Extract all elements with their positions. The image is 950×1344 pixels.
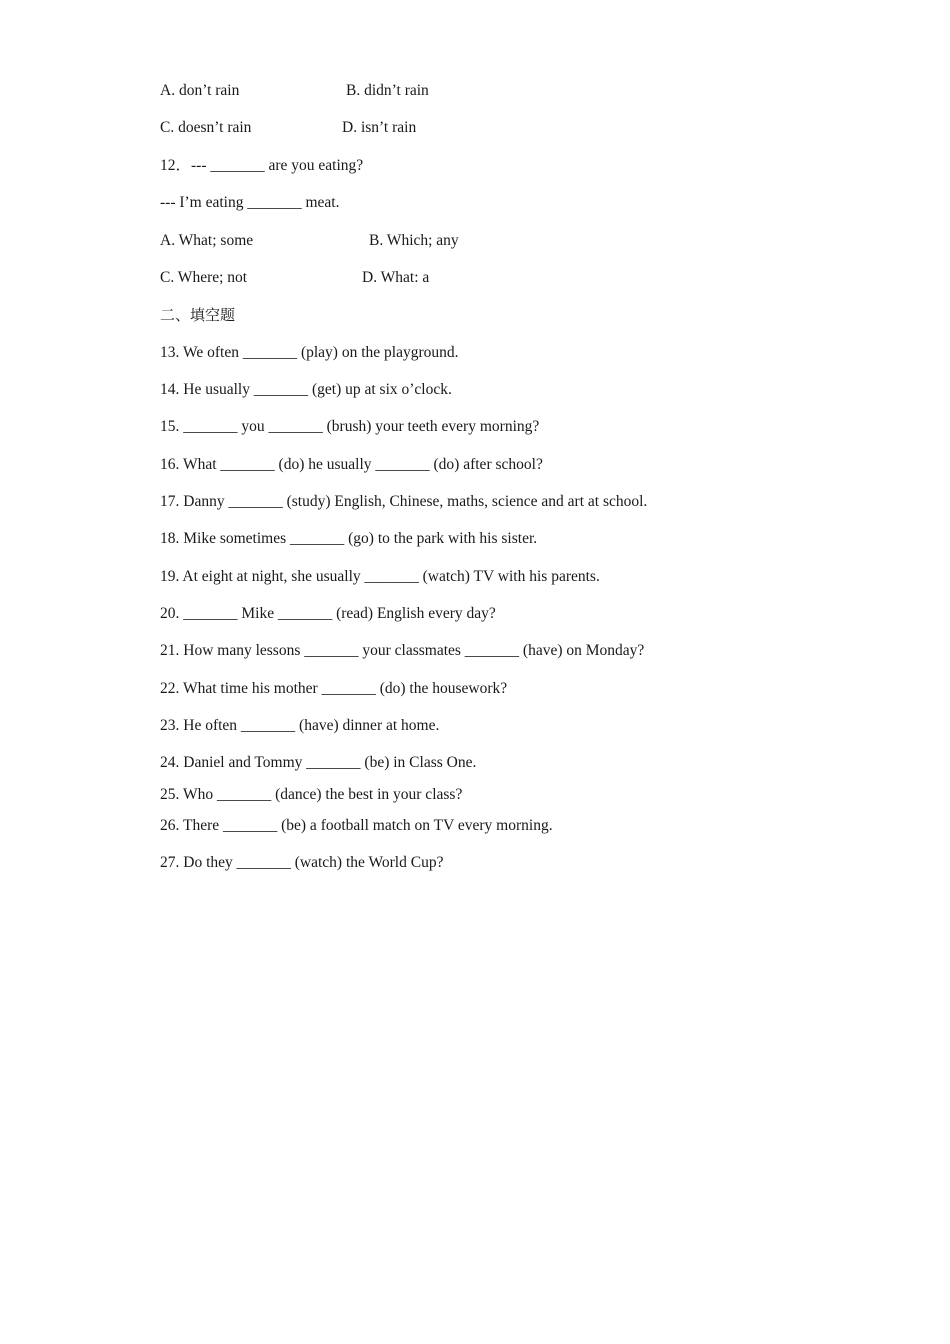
q12-options-row-2 xyxy=(160,268,560,288)
question-24: 24. Daniel and Tommy _______ (be) in Class One. xyxy=(160,754,477,771)
q12-option-d: D. What: a xyxy=(362,269,430,286)
question-18: 18. Mike sometimes _______ (go) to the park with his sister. xyxy=(160,530,538,547)
q11-option-a: A. don’t rain xyxy=(160,82,240,99)
q12-option-b: B. Which; any xyxy=(369,232,459,249)
question-25: 25. Who _______ (dance) the best in your class? xyxy=(160,786,463,803)
q12-stem: 12．--- _______ are you eating? xyxy=(160,157,364,174)
q11-options-row-2 xyxy=(160,118,560,138)
question-19: 19. At eight at night, she usually _______ (watch) TV with his parents. xyxy=(160,568,600,585)
question-22: 22. What time his mother _______ (do) the housework? xyxy=(160,680,508,697)
q11-options-row-1 xyxy=(160,81,560,101)
question-16: 16. What _______ (do) he usually _______ (do) after school? xyxy=(160,456,543,473)
q12-option-c: C. Where; not xyxy=(160,269,248,286)
q11-option-b: B. didn’t rain xyxy=(346,82,429,99)
question-26: 26. There _______ (be) a football match on TV every morning. xyxy=(160,817,553,834)
question-17: 17. Danny _______ (study) English, Chinese, maths, science and art at school. xyxy=(160,493,648,510)
q12-option-a: A. What; some xyxy=(160,232,254,249)
q11-option-d: D. isn’t rain xyxy=(342,119,417,136)
q12-options-row-1 xyxy=(160,231,560,251)
section-title: 二、填空题 xyxy=(160,306,236,324)
question-27: 27. Do they _______ (watch) the World Cup? xyxy=(160,854,444,871)
question-21: 21. How many lessons _______ your classmates _______ (have) on Monday? xyxy=(160,642,645,659)
question-14: 14. He usually _______ (get) up at six o’clock. xyxy=(160,381,452,398)
q11-option-c: C. doesn’t rain xyxy=(160,119,252,136)
question-15: 15. _______ you _______ (brush) your teeth every morning? xyxy=(160,418,540,435)
question-13: 13. We often _______ (play) on the playground. xyxy=(160,344,459,361)
q12-reply: --- I’m eating _______ meat. xyxy=(160,194,340,211)
question-20: 20. _______ Mike _______ (read) English every day? xyxy=(160,605,496,622)
question-23: 23. He often _______ (have) dinner at home. xyxy=(160,717,440,734)
